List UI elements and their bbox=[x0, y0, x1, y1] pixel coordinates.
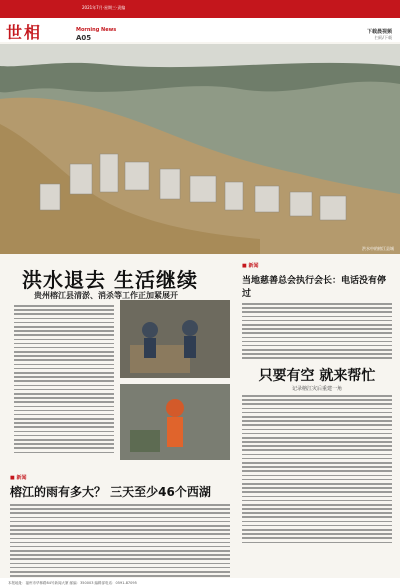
lead-body-column bbox=[14, 305, 114, 465]
date-line: 2021年7月·星期三·责编 bbox=[82, 5, 126, 10]
right-column bbox=[242, 262, 392, 522]
bottom-category: ■ 新闻 bbox=[10, 475, 27, 481]
page-footer: 本报地址：福州市华林路84号新闻大厦 邮编：350003 编辑部电话：0591-87095 bbox=[0, 578, 400, 588]
right-body-text-2 bbox=[242, 395, 392, 543]
page-header bbox=[0, 18, 400, 42]
lead-headline: 洪水退去 生活继续 bbox=[22, 268, 198, 292]
bottom-story bbox=[10, 474, 230, 588]
page-number: A05 bbox=[76, 34, 92, 42]
paper-logo: Morning News bbox=[76, 27, 117, 33]
right-category: ■ 新闻 bbox=[242, 263, 259, 269]
bottom-headline: 榕江的雨有多大？ 三天至少46个西湖 bbox=[10, 485, 211, 499]
lead-subhead: 贵州榕江县清淤、消杀等工作正加紧展开 bbox=[34, 291, 178, 300]
right-headline-2: 只要有空 就来帮忙 bbox=[258, 368, 376, 385]
bottom-body-text bbox=[10, 504, 230, 585]
download-promo[interactable] bbox=[367, 28, 392, 41]
body-text-block bbox=[14, 305, 114, 453]
top-strip bbox=[0, 0, 400, 18]
aerial-photo-illustration bbox=[0, 44, 400, 254]
right-subhead-2: 记录榕江灾后重建一角 bbox=[291, 386, 342, 393]
cleanup-photo-illustration bbox=[120, 300, 230, 460]
section-title: 世相 bbox=[6, 23, 43, 42]
download-title: 下载晨视频 bbox=[366, 29, 392, 35]
cleanup-photos bbox=[120, 300, 230, 460]
flood-aerial-photo bbox=[0, 44, 400, 254]
right-headline: 当地慈善总会执行会长：电话没有停过 bbox=[242, 276, 387, 299]
right-body-text-1 bbox=[242, 303, 392, 359]
photo-caption: 洪水中的榕江县城 bbox=[362, 246, 394, 251]
download-sub: 扫码/下载 bbox=[374, 35, 392, 40]
